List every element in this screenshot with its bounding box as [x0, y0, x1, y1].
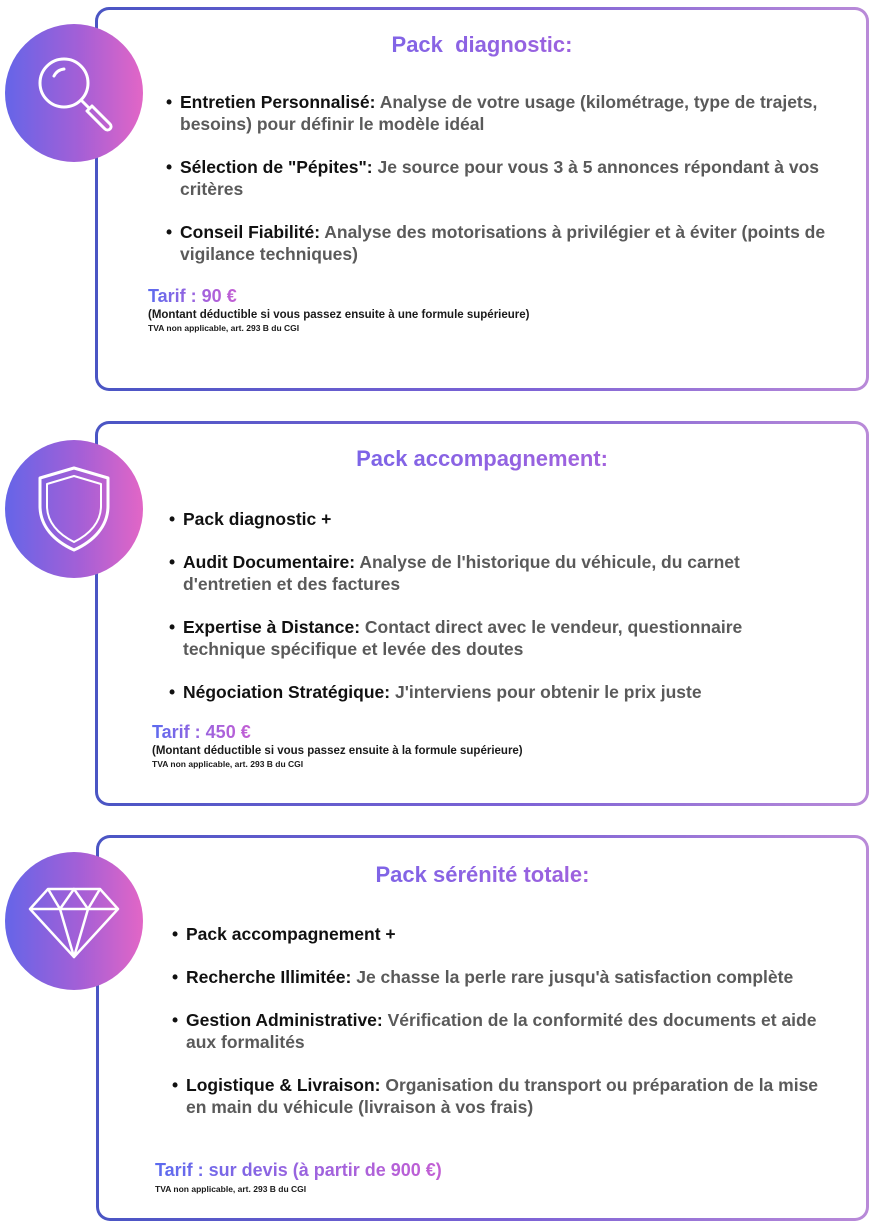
pack-card-diagnostic	[95, 7, 869, 391]
item-text: Je source pour vous 3 à 5 annonces répondant à vos critères	[180, 157, 820, 199]
item-text: Vérification de la conformité des documents et aide aux formalités	[186, 1010, 817, 1052]
pack-title: Pack accompagnement:	[98, 446, 866, 472]
pack-price: Tarif : sur devis (à partir de 900 €)	[155, 1160, 442, 1180]
item-lead: Gestion Administrative:	[186, 1010, 383, 1030]
item-lead: Pack accompagnement +	[186, 924, 396, 944]
pack-price: Tarif : 90 €	[148, 286, 237, 306]
list-item	[166, 91, 826, 135]
item-lead: Sélection de "Pépites":	[180, 157, 373, 177]
price-note: (Montant déductible si vous passez ensuite à une formule supérieure)	[148, 309, 530, 321]
icon-circle	[5, 24, 143, 162]
pack-items-list	[166, 91, 826, 286]
item-lead: Expertise à Distance:	[183, 617, 361, 637]
shield-icon	[34, 464, 114, 554]
icon-circle	[5, 852, 143, 990]
list-item	[172, 923, 832, 945]
item-lead: Entretien Personnalisé:	[180, 92, 376, 112]
list-item	[169, 616, 829, 660]
pack-card-serenite-totale	[96, 835, 869, 1221]
item-text: Contact direct avec le vendeur, questionnaire technique spécifique et levée des doutes	[183, 617, 743, 659]
item-text: Je chasse la perle rare jusqu'à satisfaction complète	[351, 967, 794, 987]
pack-price: Tarif : 450 €	[152, 722, 251, 742]
tva-note: TVA non applicable, art. 293 B du CGI	[155, 1184, 307, 1194]
list-item	[172, 966, 832, 988]
item-lead: Négociation Stratégique:	[183, 682, 391, 702]
item-text: Organisation du transport ou préparation de la mise en main du véhicule (livraison à vos frais)	[186, 1075, 819, 1117]
item-lead: Recherche Illimitée:	[186, 967, 352, 987]
item-text: J'interviens pour obtenir le prix juste	[390, 682, 702, 702]
magnifier-icon	[34, 53, 114, 133]
item-lead: Logistique & Livraison:	[186, 1075, 381, 1095]
list-item	[166, 221, 826, 265]
pack-items-list	[169, 508, 829, 724]
pack-card-accompagnement	[95, 421, 869, 806]
list-item	[172, 1074, 832, 1118]
tva-note: TVA non applicable, art. 293 B du CGI	[148, 323, 300, 333]
item-lead: Audit Documentaire:	[183, 552, 356, 572]
list-item	[169, 681, 829, 703]
price-note: (Montant déductible si vous passez ensuite à la formule supérieure)	[152, 745, 523, 757]
list-item	[166, 156, 826, 200]
tva-note: TVA non applicable, art. 293 B du CGI	[152, 759, 304, 769]
icon-circle	[5, 440, 143, 578]
list-item	[169, 508, 829, 530]
list-item	[169, 551, 829, 595]
item-lead: Conseil Fiabilité:	[180, 222, 321, 242]
diamond-icon	[26, 881, 122, 961]
item-lead: Pack diagnostic +	[183, 509, 332, 529]
pack-title: Pack sérénité totale:	[99, 862, 866, 888]
list-item	[172, 1009, 832, 1053]
item-text: Analyse de votre usage (kilométrage, type de trajets, besoins) pour définir le modèle idéal	[180, 92, 818, 134]
pack-title: Pack diagnostic:	[98, 32, 866, 58]
pack-items-list	[172, 923, 832, 1139]
item-text: Analyse de l'historique du véhicule, du carnet d'entretien et des factures	[183, 552, 740, 594]
item-text: Analyse des motorisations à privilégier et à éviter (points de vigilance techniques)	[180, 222, 826, 264]
